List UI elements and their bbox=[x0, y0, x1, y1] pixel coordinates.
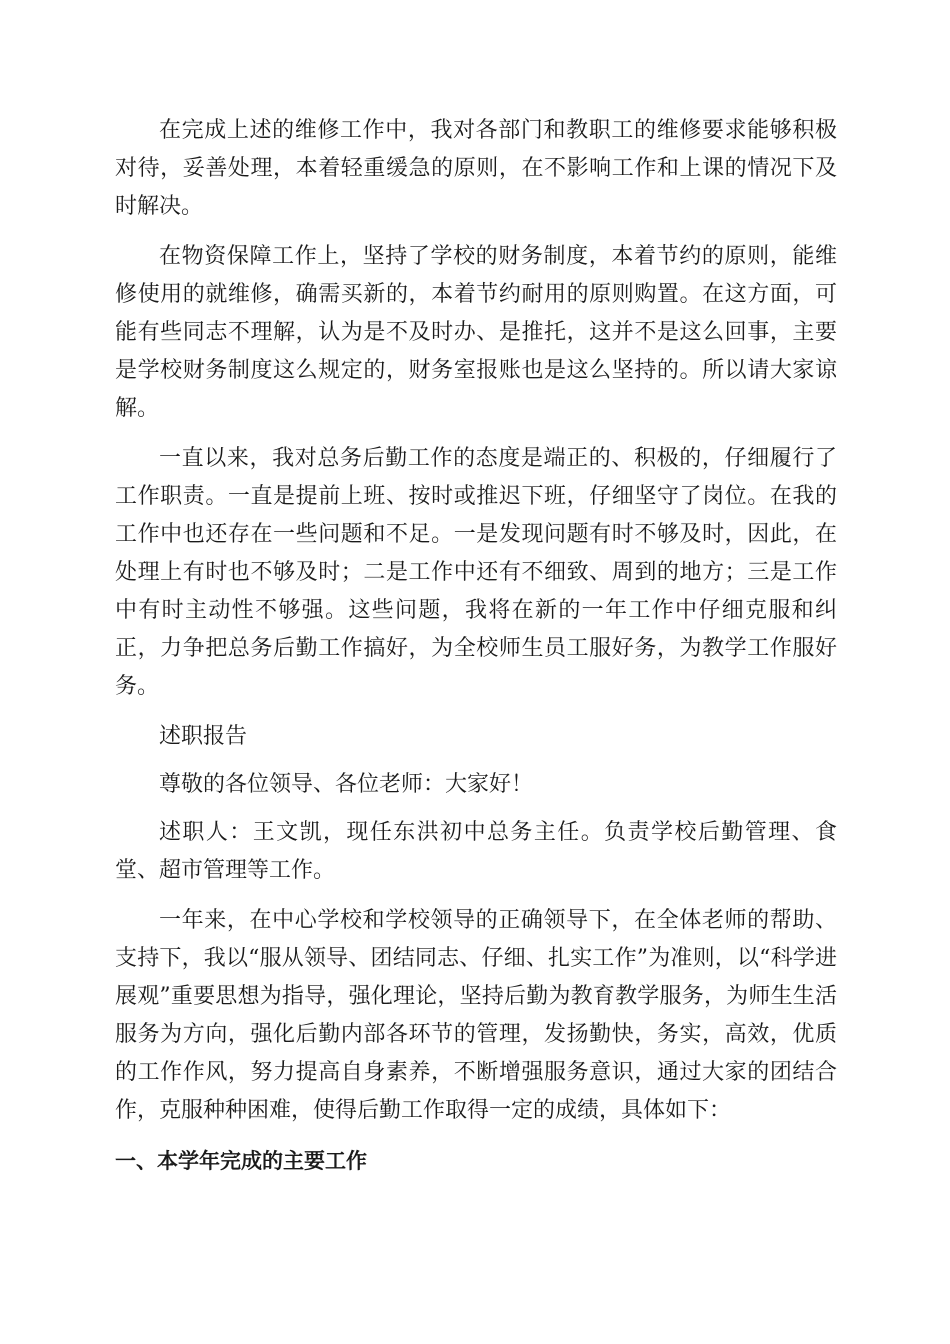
paragraph-year-summary: 一年来，在中心学校和学校领导的正确领导下，在全体老师的帮助、支持下，我以“服从领导、团结同志、仔细、扎实工作”为准则，以“科学进展观”重要思想为指导，强化理论，坚持后勤为教育教学服务，为师生生活服务为方向，强化后勤内部各环节的管理，发扬勤快，务实，高效，优质的工作作风，努力提高自身素养，不断增强服务意识，通过大家的团结合作，克服种种困难，使得后勤工作取得一定的成绩，具体如下： bbox=[115, 908, 837, 1123]
document-page bbox=[115, 112, 837, 1180]
paragraph-reporter-intro: 述职人：王文凯，现任东洪初中总务主任。负责学校后勤管理、食堂、超市管理等工作。 bbox=[115, 820, 837, 883]
paragraph-greeting: 尊敬的各位领导、各位老师：大家好！ bbox=[159, 772, 534, 797]
section-heading: 一、本学年完成的主要工作 bbox=[115, 1149, 367, 1173]
paragraph-work-attitude: 一直以来，我对总务后勤工作的态度是端正的、积极的，仔细履行了工作职责。一直是提前上班、按时或推迟下班，仔细坚守了岗位。在我的工作中也还存在一些问题和不足。一是发现问题有时不够及时，因此，在处理上有时也不够及时；二是工作中还有不细致、周到的地方；三是工作中有时主动性不够强。这些问题，我将在新的一年工作中仔细克服和纠正，力争把总务后勤工作搞好，为全校师生员工服好务，为教学工作服好务。 bbox=[115, 446, 837, 699]
paragraph-material-supply: 在物资保障工作上，坚持了学校的财务制度，本着节约的原则，能维修使用的就维修，确需买新的，本着节约耐用的原则购置。在这方面，可能有些同志不理解，认为是不及时办、是推托，这并不是这么回事，主要是学校财务制度这么规定的，财务室报账也是这么坚持的。所以请大家谅解。 bbox=[115, 244, 837, 421]
paragraph-report-title: 述职报告 bbox=[159, 724, 248, 749]
paragraph-repair-work: 在完成上述的维修工作中，我对各部门和教职工的维修要求能够积极对待，妥善处理，本着轻重缓急的原则，在不影响工作和上课的情况下及时解决。 bbox=[115, 118, 837, 219]
